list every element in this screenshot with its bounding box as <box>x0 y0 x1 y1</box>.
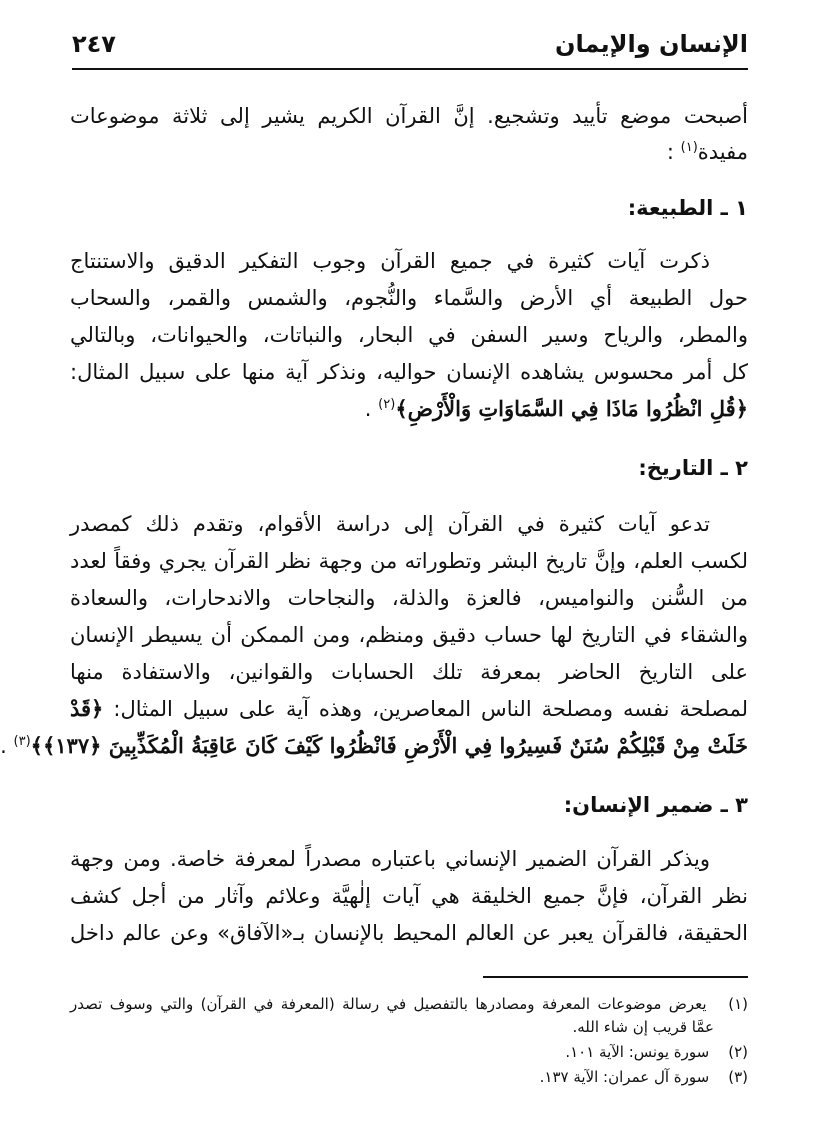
footnote-ref-3[interactable]: (٣) <box>13 734 31 749</box>
page-number: ٢٤٧ <box>72 30 116 58</box>
header-rule <box>72 68 748 70</box>
conscience-line-3: الحقيقة، فالقرآن يعبر عن العالم المحيط بالإنسان بـ«الآفاق» وعن عالم داخل <box>70 921 748 945</box>
footnote-2 <box>70 1041 748 1063</box>
nature-line-3: والمطر، والرياح وسير السفن في البحار، والنباتات، والحيوانات، وبالتالي <box>70 323 748 347</box>
footnote-3-mark: (٣) <box>728 1068 748 1086</box>
history-line-6-text: لمصلحة نفسه ومصلحة الناس المعاصرين، وهذه آية على سبيل المثال: <box>113 697 748 721</box>
section-heading-conscience: ٣ ـ ضمير الإنسان: <box>563 793 748 817</box>
nature-quote-line <box>70 393 748 425</box>
nature-quran-verse: ﴿قُلِ انْظُرُوا مَاذَا فِي السَّمَاوَاتِ وَالْأَرْضِ﴾ <box>395 396 748 421</box>
history-line-5: على التاريخ الحاضر بمعرفة تلك الحسابات والقوانين، والاستفادة منها <box>70 660 748 684</box>
footnote-rule <box>483 976 748 978</box>
footnote-3-text: سورة آل عمران: الآية ١٣٧. <box>539 1068 710 1086</box>
history-line-6 <box>70 693 748 725</box>
intro-text: مفيدة <box>697 140 748 164</box>
intro-colon: : <box>666 140 674 164</box>
intro-line-2 <box>70 136 748 168</box>
history-quote-end: . <box>0 734 7 758</box>
section-heading-nature: ١ ـ الطبيعة: <box>627 196 748 220</box>
history-line-1: تدعو آيات كثيرة في القرآن إلى دراسة الأقوام، وتقدم ذلك كمصدر <box>70 512 710 536</box>
footnote-2-text: سورة يونس: الآية ١٠١. <box>565 1043 710 1061</box>
history-quote-line <box>0 730 748 762</box>
nature-quote-end: . <box>364 397 372 421</box>
nature-line-2: حول الطبيعة أي الأرض والسَّماء والنُّجوم، والشمس والقمر، والسحاب <box>70 286 748 310</box>
footnote-ref-1[interactable]: (١) <box>680 140 698 155</box>
history-line-4: والشقاء في التاريخ لها حساب دقيق ومنظم، ومن الممكن أن يسيطر الإنسان <box>70 623 748 647</box>
footnote-2-mark: (٢) <box>728 1043 748 1061</box>
footnote-3 <box>70 1066 748 1088</box>
running-title: الإنسان والإيمان <box>555 30 748 58</box>
footnote-1-mark: (١) <box>728 995 748 1013</box>
conscience-line-2: نظر القرآن، فإنَّ جميع الخليقة هي آيات إلٰهيَّة وعلائم وآثار من أجل كشف <box>70 884 748 908</box>
conscience-line-1: ويذكر القرآن الضمير الإنساني باعتباره مصدراً لمعرفة خاصة. ومن وجهة <box>70 847 710 871</box>
history-line-3: من السُّنن والنواميس، فالعزة والذلة، والنجاحات والاندحارات، والسعادة <box>70 586 748 610</box>
footnote-1 <box>70 993 748 1015</box>
intro-line-1: أصبحت موضع تأييد وتشجيع. إنَّ القرآن الكريم يشير إلى ثلاثة موضوعات <box>70 104 748 128</box>
footnote-1-text: يعرض موضوعات المعرفة ومصادرها بالتفصيل في رسالة (المعرفة في القرآن) والتي وسوف تصدر <box>70 995 707 1013</box>
history-line-2: لكسب العلم، وإنَّ تاريخ البشر وتطوراته من وجهة نظر القرآن يجري وفقاً لعدد <box>70 549 748 573</box>
footnote-1-continued: عمَّا قريب إن شاء الله. <box>572 1018 714 1036</box>
history-quote-start: ﴿قَدْ <box>70 696 104 721</box>
section-heading-history: ٢ ـ التاريخ: <box>638 456 748 480</box>
nature-line-4: كل أمر محسوس يشاهده الإنسان حواليه، ونذكر آية منها على سبيل المثال: <box>70 360 748 384</box>
running-header <box>72 22 748 66</box>
history-quran-verse: خَلَتْ مِنْ قَبْلِكُمْ سُنَنٌ فَسِيرُوا فِي الْأَرْضِ فَانْظُرُوا كَيْفَ كَانَ عَاقِبَةُ الْمُكَذِّبِينَ ﴿١٣٧﴾﴾ <box>30 733 748 758</box>
nature-line-1: ذكرت آيات كثيرة في جميع القرآن وجوب التفكير الدقيق والاستنتاج <box>70 249 710 273</box>
footnote-ref-2[interactable]: (٢) <box>378 397 396 412</box>
